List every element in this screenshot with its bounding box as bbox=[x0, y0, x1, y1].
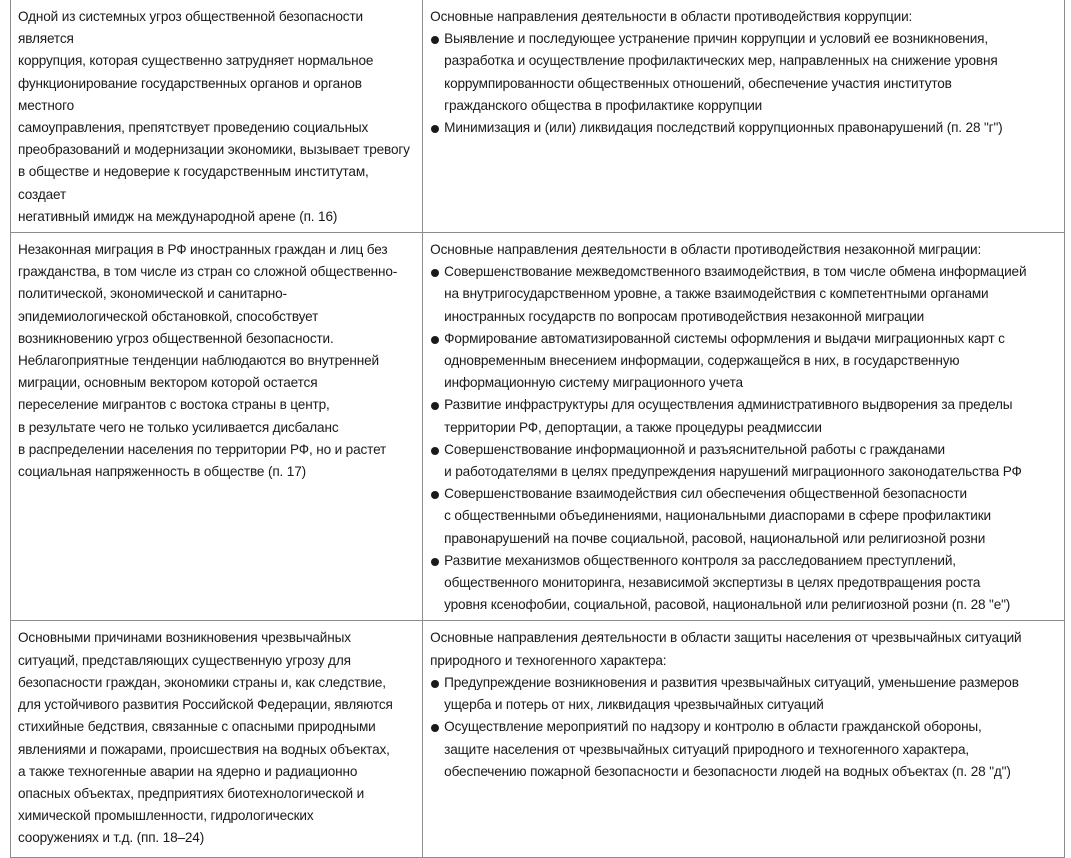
threat-line: Неблагоприятные тенденции наблюдаются во внутренней bbox=[18, 353, 379, 369]
bullet-line: с общественными объединениями, национальными диаспорами в сфере профилактики bbox=[444, 508, 991, 524]
table-row-migration bbox=[11, 233, 1065, 621]
threat-cell-migration bbox=[11, 233, 423, 621]
threat-line: ситуаций, представляющих существенную угрозу для bbox=[18, 652, 351, 668]
list-item bbox=[430, 328, 1058, 395]
threat-line: Основными причинами возникновения чрезвычайных bbox=[18, 630, 351, 646]
bullet-icon bbox=[431, 491, 439, 499]
threat-line: для устойчивого развития Российской Федерации, являются bbox=[18, 697, 393, 713]
bullet-line: правонарушений на почве социальной, расовой, национальной или религиозной розни bbox=[444, 530, 986, 546]
threat-line: опасных объектах, предприятиях биотехнологической и bbox=[18, 785, 365, 801]
list-item bbox=[430, 117, 1058, 139]
list-item bbox=[430, 439, 1058, 483]
table-body bbox=[11, 0, 1065, 858]
threat-line: в результате чего не только усиливается дисбаланс bbox=[18, 419, 339, 435]
bullet-icon bbox=[431, 558, 439, 566]
bullet-line: Предупреждение возникновения и развития чрезвычайных ситуаций, уменьшение размеров bbox=[444, 674, 1019, 690]
bullet-line: Выявление и последующее устранение причин коррупции и условий ее возникновения, bbox=[444, 31, 989, 47]
bullet-line: разработка и осуществление профилактических мер, направленных на снижение уровня bbox=[444, 53, 998, 69]
directions-list-corruption bbox=[430, 28, 1058, 139]
bullet-line: защите населения от чрезвычайных ситуаций природного и техногенного характера, bbox=[444, 741, 969, 757]
directions-title-corruption: Основные направления деятельности в области противодействия коррупции: bbox=[430, 9, 913, 24]
list-item bbox=[430, 716, 1058, 783]
threat-line: социальная напряженность в обществе (п. 17) bbox=[18, 464, 306, 480]
list-item bbox=[430, 394, 1058, 438]
table-row-corruption bbox=[11, 0, 1065, 233]
bullet-line: территории РФ, депортации, а также процедуры реадмиссии bbox=[444, 419, 822, 435]
bullet-line: ущерба и потерь от них, ликвидация чрезвычайных ситуаций bbox=[444, 697, 824, 713]
directions-cell-migration bbox=[423, 233, 1065, 621]
threat-line: Незаконная миграция в РФ иностранных граждан и лиц без bbox=[18, 242, 388, 258]
list-item bbox=[430, 550, 1058, 617]
bullet-icon bbox=[431, 724, 439, 732]
bullet-icon bbox=[431, 336, 439, 344]
bullet-line: Совершенствование информационной и разъяснительной работы с гражданами bbox=[444, 441, 945, 457]
threat-cell-corruption bbox=[11, 0, 423, 233]
bullet-icon bbox=[431, 447, 439, 455]
bullet-line: и работодателями в целях предупреждения нарушений миграционного законодательства РФ bbox=[444, 464, 1022, 480]
threat-line: миграции, основным вектором которой остается bbox=[18, 375, 318, 391]
threats-directions-table bbox=[10, 0, 1065, 858]
threat-line: политической, экономической и санитарно- bbox=[18, 286, 287, 302]
bullet-line: Развитие инфраструктуры для осуществления административного выдворения за пределы bbox=[444, 397, 1013, 413]
threat-line: переселение мигрантов с востока страны в центр, bbox=[18, 397, 330, 413]
threat-line: коррупция, которая существенно затрудняет нормальное bbox=[18, 53, 374, 69]
directions-title-migration: Основные направления деятельности в области противодействия незаконной миграции: bbox=[430, 242, 982, 258]
bullet-line: Минимизация и (или) ликвидация последствий коррупционных правонарушений (п. 28 "г") bbox=[444, 120, 1003, 136]
list-item bbox=[430, 261, 1058, 328]
threat-line: в обществе и недоверие к государственным институтам, создает bbox=[18, 164, 369, 202]
table-row-emergency bbox=[11, 621, 1065, 858]
threat-line: самоуправления, препятствует проведению социальных bbox=[18, 120, 369, 136]
bullet-line: уровня ксенофобии, социальной, расовой, национальной или религиозной розни (п. 28 "е") bbox=[444, 597, 1011, 613]
threat-line: преобразований и модернизации экономики, вызывает тревогу bbox=[18, 142, 410, 158]
bullet-icon bbox=[431, 269, 439, 277]
threat-line: возникновению угроз общественной безопасности. bbox=[18, 330, 334, 346]
threat-line: стихийные бедствия, связанные с опасными природными bbox=[18, 719, 376, 735]
threat-line: безопасности граждан, экономики страны и, как следствие, bbox=[18, 674, 386, 690]
threat-line: гражданства, в том числе из стран со сложной общественно- bbox=[18, 264, 398, 280]
bullet-line: Развитие механизмов общественного контроля за расследованием преступлений, bbox=[444, 552, 956, 568]
list-item bbox=[430, 483, 1058, 550]
bullet-line: обеспечению пожарной безопасности и безопасности людей на водных объектах (п. 28 "д") bbox=[444, 763, 1011, 779]
bullet-icon bbox=[431, 402, 439, 410]
list-item bbox=[430, 28, 1058, 117]
threat-line: негативный имидж на международной арене (п. 16) bbox=[18, 208, 338, 224]
bullet-line: на внутригосударственном уровне, а также взаимодействия с компетентными органами bbox=[444, 286, 989, 302]
bullet-line: информационную систему миграционного учета bbox=[444, 375, 743, 391]
bullet-line: Осуществление мероприятий по надзору и контролю в области гражданской обороны, bbox=[444, 719, 982, 735]
threat-text-corruption bbox=[18, 6, 416, 228]
threat-line: в распределении населения по территории РФ, но и растет bbox=[18, 441, 387, 457]
bullet-line: одновременным внесением информации, содержащейся в них, в государственную bbox=[444, 353, 960, 369]
bullet-icon bbox=[431, 680, 439, 688]
bullet-icon bbox=[431, 36, 439, 44]
directions-title-emergency: Основные направления деятельности в области защиты населения от чрезвычайных ситуаций природного и техногенного характера: bbox=[430, 630, 1022, 668]
threat-line: сооружениях и т.д. (пп. 18–24) bbox=[18, 830, 205, 846]
bullet-icon bbox=[431, 125, 439, 133]
directions-cell-emergency bbox=[423, 621, 1065, 858]
threat-line: функционирование государственных органов и органов местного bbox=[18, 75, 362, 113]
directions-list-migration bbox=[430, 261, 1058, 616]
threat-line: эпидемиологической обстановкой, способствует bbox=[18, 308, 319, 324]
bullet-line: коррумпированности общественных отношений, обеспечение участия институтов bbox=[444, 75, 952, 91]
bullet-line: иностранных государств по вопросам противодействия незаконной миграции bbox=[444, 308, 925, 324]
bullet-line: общественного мониторинга, независимой экспертизы в целях предотвращения роста bbox=[444, 575, 981, 591]
bullet-line: Формирование автоматизированной системы оформления и выдачи миграционных карт с bbox=[444, 330, 1005, 346]
list-item bbox=[430, 672, 1058, 716]
threat-line: Одной из системных угроз общественной безопасности является bbox=[18, 9, 363, 47]
bullet-line: Совершенствование взаимодействия сил обеспечения общественной безопасности bbox=[444, 486, 967, 502]
directions-list-emergency bbox=[430, 672, 1058, 783]
threat-line: явлениями и пожарами, происшествия на водных объектах, bbox=[18, 741, 390, 757]
bullet-line: гражданского общества в профилактике коррупции bbox=[444, 97, 763, 113]
threat-line: химической промышленности, гидрологических bbox=[18, 808, 314, 824]
threat-text-emergency bbox=[18, 627, 416, 849]
bullet-line: Совершенствование межведомственного взаимодействия, в том числе обмена информацией bbox=[444, 264, 1027, 280]
threat-text-migration bbox=[18, 239, 416, 483]
threat-cell-emergency bbox=[11, 621, 423, 858]
directions-cell-corruption bbox=[423, 0, 1065, 233]
threat-line: а также техногенные аварии на ядерно и радиационно bbox=[18, 763, 358, 779]
